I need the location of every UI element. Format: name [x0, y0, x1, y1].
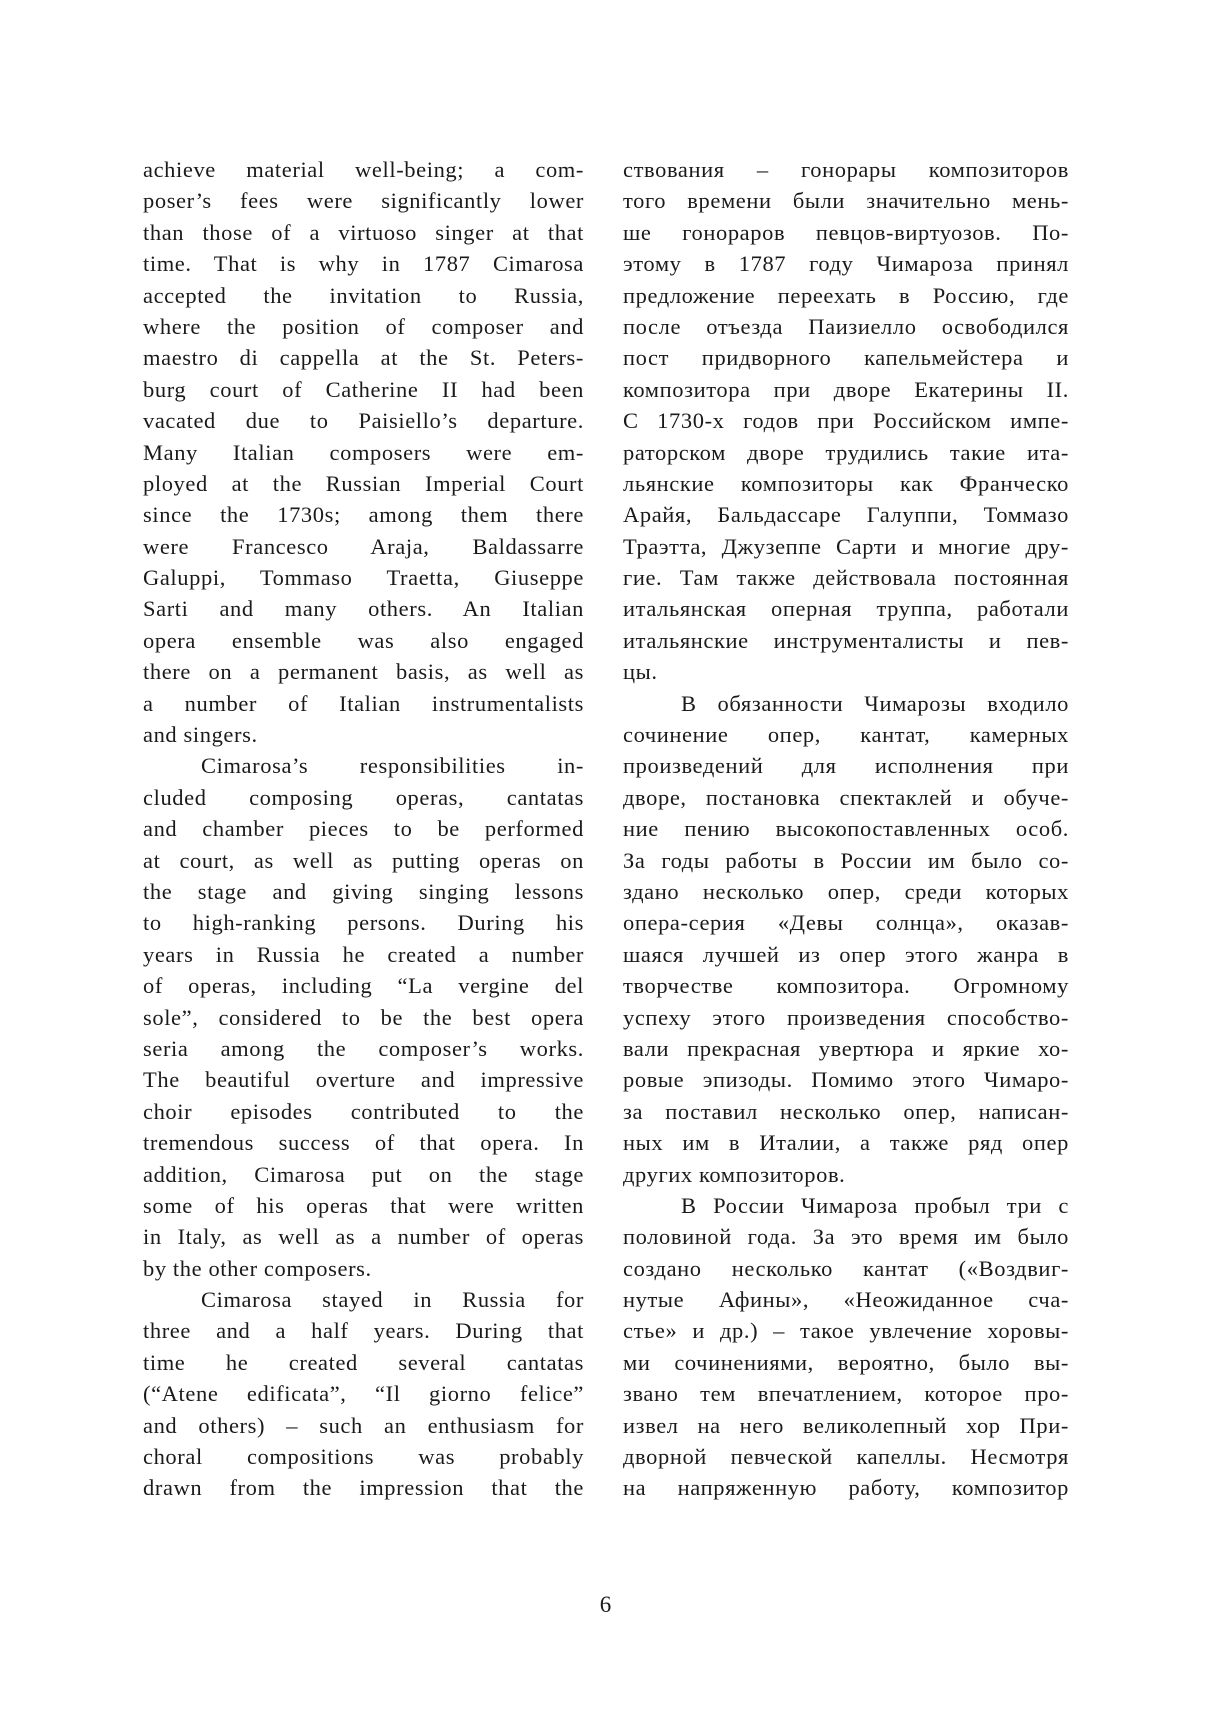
text-line: cluded composing operas, cantatas	[143, 784, 584, 810]
text-line: шаяся лучшей из опер этого жанра в	[623, 941, 1069, 967]
text-line: time he created several cantatas	[143, 1349, 584, 1375]
text-line: половиной года. За это время им было	[623, 1224, 1069, 1250]
text-line: после отъезда Паизиелло освободился	[623, 313, 1069, 339]
text-line: Many Italian composers were em-	[143, 439, 584, 465]
text-line: льянские композиторы как Франческо	[623, 470, 1069, 496]
text-line: этому в 1787 году Чимароза принял	[623, 251, 1069, 277]
text-line: there on a permanent basis, as well as	[143, 659, 584, 685]
text-line: нутые Афины», «Неожиданное сча-	[623, 1287, 1069, 1313]
text-line: вали прекрасная увертюра и яркие хо-	[623, 1035, 1069, 1061]
text-line: the stage and giving singing lessons	[143, 878, 584, 904]
text-line: burg court of Catherine II had been	[143, 376, 584, 402]
text-line: achieve material well-being; a com-	[143, 157, 584, 182]
text-line: создано несколько кантат («Воздвиг-	[623, 1255, 1069, 1281]
text-line: на напряженную работу, композитор	[623, 1475, 1069, 1501]
text-line: years in Russia he created a number	[143, 941, 584, 967]
text-line: дворе, постановка спектаклей и обуче-	[623, 784, 1069, 810]
text-line: Sarti and many others. An Italian	[143, 596, 584, 622]
text-line: ми сочинениями, вероятно, было вы-	[623, 1349, 1069, 1375]
text-line: сочинение опер, кантат, камерных	[623, 722, 1069, 748]
text-line: опера-серия «Девы солнца», оказав-	[623, 910, 1069, 936]
text-line: ployed at the Russian Imperial Court	[143, 470, 584, 496]
text-line: раторском дворе трудились такие ита-	[623, 439, 1069, 465]
text-line: Galuppi, Tommaso Traetta, Giuseppe	[143, 565, 584, 591]
text-line: maestro di cappella at the St. Peters-	[143, 345, 584, 371]
text-line: accepted the invitation to Russia,	[143, 282, 584, 308]
text-line: in Italy, as well as a number of operas	[143, 1224, 584, 1250]
text-line: some of his operas that were written	[143, 1192, 584, 1218]
text-line: творчестве композитора. Огромному	[623, 973, 1069, 999]
text-line: Cimarosa’s responsibilities in-	[201, 753, 584, 779]
text-line: choral compositions was probably	[143, 1444, 584, 1470]
page-number: 6	[599, 1592, 612, 1617]
text-line: vacated due to Paisiello’s departure.	[143, 408, 584, 434]
text-line: извел на него великолепный хор При-	[623, 1412, 1069, 1438]
text-line: opera ensemble was also engaged	[143, 627, 584, 653]
text-line: by the other composers.	[143, 1255, 372, 1281]
text-line: успеху этого произведения способство-	[623, 1004, 1069, 1030]
text-line: За годы работы в России им было со-	[623, 847, 1069, 873]
text-line: where the position of composer and	[143, 313, 584, 339]
text-line: The beautiful overture and impressive	[143, 1067, 584, 1093]
text-line: ние пению высокопоставленных особ.	[623, 816, 1069, 842]
text-line: ствования – гонорары композиторов	[623, 157, 1069, 182]
text-line: Траэтта, Джузеппе Сарти и многие дру-	[623, 533, 1069, 559]
text-line: С 1730-х годов при Российском импе-	[623, 408, 1069, 434]
text-line: дворной певческой капеллы. Несмотря	[623, 1444, 1069, 1470]
text-line: произведений для исполнения при	[623, 753, 1069, 779]
text-line: and chamber pieces to be performed	[143, 816, 584, 842]
text-line: В России Чимароза пробыл три с	[681, 1192, 1069, 1218]
text-line: итальянские инструменталисты и пев-	[623, 627, 1069, 653]
text-line: were Francesco Araja, Baldassarre	[143, 533, 584, 559]
text-line: того времени были значительно мень-	[623, 188, 1069, 214]
text-line: предложение переехать в Россию, где	[623, 282, 1069, 308]
text-line: В обязанности Чимарозы входило	[681, 690, 1069, 716]
text-line: time. That is why in 1787 Cimarosa	[143, 251, 584, 277]
text-line: ровые эпизоды. Помимо этого Чимаро-	[623, 1067, 1069, 1093]
text-line: звано тем впечатлением, которое про-	[623, 1381, 1069, 1407]
text-line: of operas, including “La vergine del	[143, 973, 584, 999]
text-line: Арайя, Бальдассаре Галуппи, Томмазо	[623, 502, 1069, 528]
text-line: drawn from the impression that the	[143, 1475, 584, 1501]
text-line: tremendous success of that opera. In	[143, 1130, 584, 1156]
text-line: and others) – such an enthusiasm for	[143, 1412, 584, 1438]
text-line: композитора при дворе Екатерины II.	[623, 376, 1069, 402]
text-line: гие. Там также действовала постоянная	[623, 565, 1069, 591]
text-line: seria among the composer’s works.	[143, 1035, 584, 1061]
text-line: choir episodes contributed to the	[143, 1098, 584, 1124]
text-line: (“Atene edificata”, “Il giorno felice”	[143, 1381, 584, 1407]
text-line: and singers.	[143, 722, 258, 748]
text-line: to high-ranking persons. During his	[143, 910, 584, 936]
russian-text-column	[623, 154, 1069, 1504]
text-line: ных им в Италии, а также ряд опер	[623, 1130, 1069, 1156]
text-line: ше гонораров певцов-виртуозов. По-	[623, 219, 1069, 245]
text-line: Cimarosa stayed in Russia for	[201, 1287, 584, 1313]
english-text-column	[143, 154, 584, 1504]
text-line: since the 1730s; among them there	[143, 502, 584, 528]
text-line: цы.	[623, 659, 658, 685]
text-line: итальянская оперная труппа, работали	[623, 596, 1069, 622]
text-line: poser’s fees were significantly lower	[143, 188, 584, 214]
text-line: других композиторов.	[623, 1161, 846, 1187]
text-line: пост придворного капельмейстера и	[623, 345, 1069, 371]
text-line: addition, Cimarosa put on the stage	[143, 1161, 584, 1187]
text-line: at court, as well as putting operas on	[143, 847, 584, 873]
text-line: здано несколько опер, среди которых	[623, 878, 1069, 904]
text-line: three and a half years. During that	[143, 1318, 584, 1344]
text-line: a number of Italian instrumentalists	[143, 690, 584, 716]
text-line: sole”, considered to be the best opera	[143, 1004, 584, 1030]
text-line: than those of a virtuoso singer at that	[143, 219, 584, 245]
text-line: стье» и др.) – такое увлечение хоровы-	[623, 1318, 1069, 1344]
text-line: за поставил несколько опер, написан-	[623, 1098, 1069, 1124]
